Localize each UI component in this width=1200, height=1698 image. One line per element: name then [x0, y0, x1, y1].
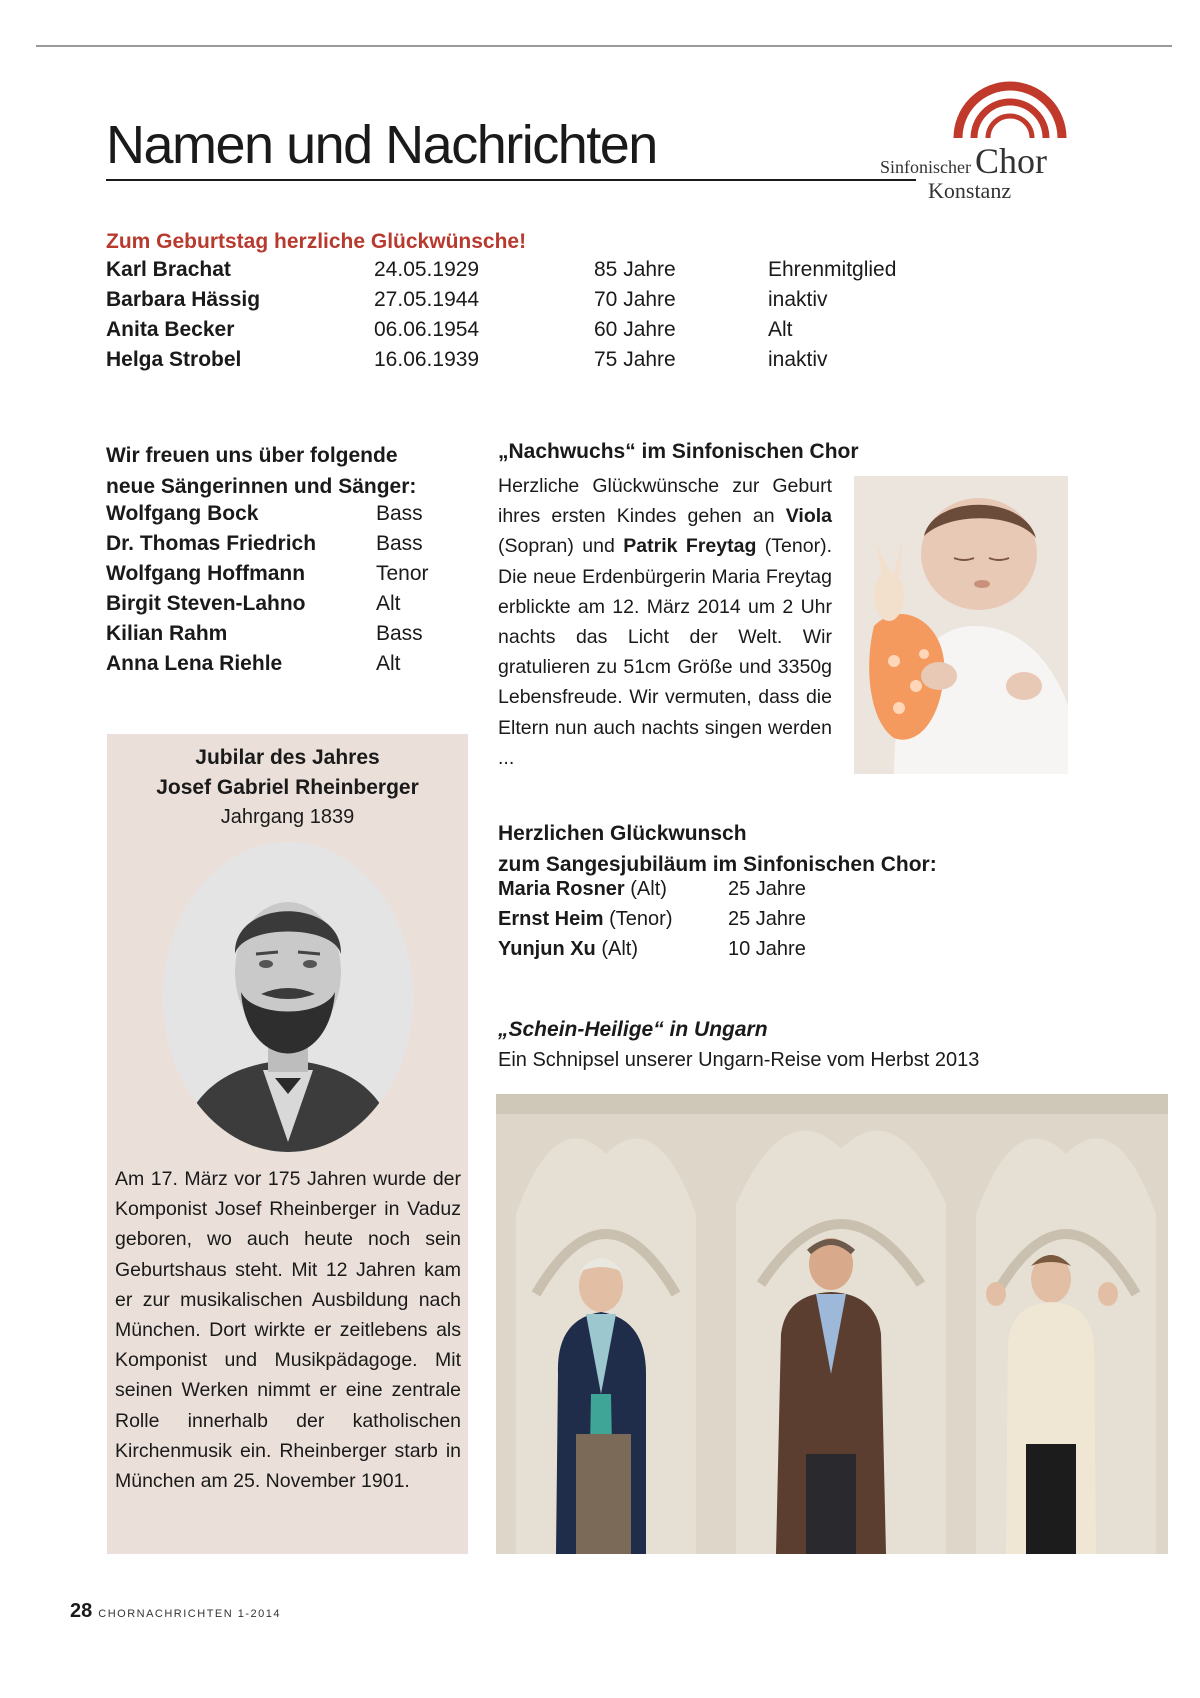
jubilee-name: Yunjun Xu	[498, 938, 596, 960]
choir-logo	[880, 80, 1080, 203]
singer-voice: Tenor	[376, 562, 429, 585]
singer-name: Birgit Steven-Lahno	[106, 592, 306, 615]
logo-prefix: Sinfonischer	[880, 157, 971, 177]
top-rule	[36, 45, 1172, 47]
singer-voice: Bass	[376, 532, 423, 555]
jubilee-years: 25 Jahre	[728, 908, 806, 930]
birthday-status: inaktiv	[768, 348, 828, 371]
singer-voice: Alt	[376, 652, 401, 675]
birthday-age: 60 Jahre	[594, 318, 676, 341]
ungarn-heading: „Schein-Heilige“ in Ungarn	[498, 1018, 768, 1041]
baby-photo	[854, 476, 1068, 774]
jubilar-box	[107, 734, 468, 1554]
birthday-heading: Zum Geburtstag herzliche Glückwünsche!	[106, 230, 527, 253]
singer-name: Wolfgang Hoffmann	[106, 562, 306, 585]
birthday-name: Anita Becker	[106, 318, 235, 341]
birthday-age: 75 Jahre	[594, 348, 676, 371]
birthday-status: inaktiv	[768, 288, 828, 311]
birthday-name: Barbara Hässig	[106, 288, 261, 311]
birthday-age: 85 Jahre	[594, 258, 676, 281]
singer-name: Dr. Thomas Friedrich	[106, 532, 317, 555]
singer-name: Kilian Rahm	[106, 622, 228, 645]
birthday-date: 24.05.1929	[374, 258, 480, 281]
publication-name: CHORNACHRICHTEN 1-2014	[98, 1608, 282, 1620]
nachwuchs-text	[498, 471, 832, 773]
ungarn-subtitle: Ein Schnipsel unserer Ungarn-Reise vom Herbst 2013	[498, 1049, 980, 1071]
jubilee-voice: (Alt)	[624, 878, 667, 900]
birthday-date: 27.05.1944	[374, 288, 480, 311]
new-singers-heading	[106, 440, 446, 502]
rheinberger-portrait	[163, 842, 413, 1152]
jubilee-years: 25 Jahre	[728, 878, 806, 900]
singer-name: Anna Lena Riehle	[106, 652, 283, 675]
new-singers-heading-line1: Wir freuen uns über folgende	[106, 444, 398, 467]
birthday-status: Ehrenmitglied	[768, 258, 897, 281]
sangesjubilaeum-heading-line1: Herzlichen Glückwunsch	[498, 822, 747, 845]
parent-name: Patrik Freytag	[623, 535, 757, 558]
logo-main: Chor	[974, 141, 1047, 181]
page-title: Namen und Nachrichten	[106, 115, 657, 175]
birthday-name: Helga Strobel	[106, 348, 242, 371]
singer-voice: Alt	[376, 592, 401, 615]
jubilee-years: 10 Jahre	[728, 938, 806, 960]
jubilar-title: Jubilar des Jahres	[195, 746, 380, 769]
page-number: 28	[70, 1600, 93, 1622]
nachwuchs-text-part: (Tenor). Die neue Erdenbürgerin Maria Freytag erblickte am 12. März 2014 um 2 Uhr nachts das Licht der Welt. Wir gratulieren zu 51cm Größe und 3350g Lebensfreude. Wir vermuten, dass die Eltern nun auch nachts singen werden ...	[498, 535, 832, 769]
singer-name: Wolfgang Bock	[106, 502, 259, 525]
jubilar-year: Jahrgang 1839	[220, 806, 355, 828]
jubilee-voice: (Tenor)	[603, 908, 673, 930]
rainbow-arc-icon	[950, 80, 1070, 140]
ungarn-photo	[496, 1094, 1168, 1554]
birthday-status: Alt	[768, 318, 793, 341]
sangesjubilaeum-heading	[498, 818, 937, 880]
page-footer	[70, 1600, 281, 1623]
jubilar-text: Am 17. März vor 175 Jahren wurde der Komponist Josef Rheinberger in Vaduz geboren, wo auch heute noch sein Geburtshaus steht. Mit 12 Jahren kam er zur musikalischen Ausbildung nach München. Dort wirkte er zeitlebens als Komponist und Musikpädagoge. Mit seinen Werken nimmt er eine zentrale Rolle innerhalb der katholischen Kirchenmusik ein. Rheinberger starb in München am 25. November 1901.	[115, 1168, 461, 1493]
parent-name: Viola	[785, 505, 832, 528]
jubilar-name: Josef Gabriel Rheinberger	[156, 776, 419, 799]
nachwuchs-heading: „Nachwuchs“ im Sinfonischen Chor	[498, 440, 859, 463]
jubilee-voice: (Alt)	[595, 938, 638, 960]
new-singers-heading-line2: neue Sängerinnen und Sänger:	[106, 475, 417, 498]
logo-city: Konstanz	[928, 178, 1012, 203]
singer-voice: Bass	[376, 622, 423, 645]
nachwuchs-text-part: Herzliche Glückwünsche zur Geburt ihres ersten Kindes gehen an	[498, 475, 832, 528]
birthday-age: 70 Jahre	[594, 288, 676, 311]
jubilee-name: Maria Rosner	[498, 878, 625, 900]
birthday-name: Karl Brachat	[106, 258, 231, 281]
nachwuchs-text-part: (Sopran) und	[498, 535, 624, 558]
title-underline	[106, 179, 916, 181]
singer-voice: Bass	[376, 502, 423, 525]
birthday-date: 16.06.1939	[374, 348, 480, 371]
jubilee-name: Ernst Heim	[498, 908, 604, 930]
sangesjubilaeum-heading-line2: zum Sangesjubiläum im Sinfonischen Chor:	[498, 853, 937, 876]
birthday-date: 06.06.1954	[374, 318, 480, 341]
